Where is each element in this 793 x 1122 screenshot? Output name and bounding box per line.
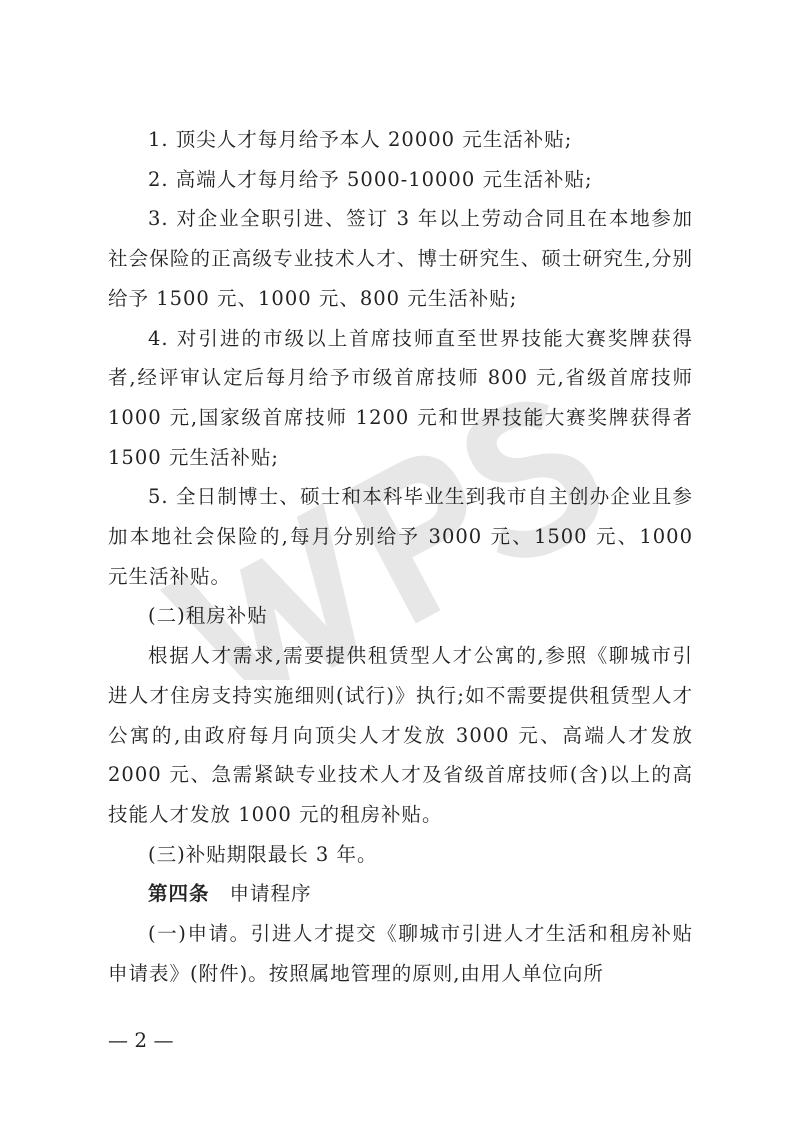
section-subsidy-period: (三)补贴期限最长 3 年。: [148, 842, 378, 866]
paragraph-application: (一)申请。引进人才提交《聊城市引进人才生活和租房补贴申请表》(附件)。按照属地管理的原则,由用人单位向所: [108, 922, 693, 985]
document-body: [108, 120, 693, 993]
article-title: 申请程序: [229, 882, 312, 906]
article-heading: [108, 874, 693, 914]
paragraph-item-4: 4. 对引进的市级以上首席技师直至世界技能大赛奖牌获得者,经评审认定后每月给予市级首席技师 800 元,省级首席技师 1000 元,国家级首席技师 1200 元和世界技能大赛奖牌获得者 1500 元生活补贴;: [108, 326, 693, 469]
page-number: — 2 —: [108, 1028, 174, 1052]
paragraph-rent-subsidy: 根据人才需求,需要提供租赁型人才公寓的,参照《聊城市引进人才住房支持实施细则(试行)》执行;如不需要提供租赁型人才公寓的,由政府每月向顶尖人才发放 3000 元、高端人才发放 2000 元、急需紧缺专业技术人才及省级首席技师(含)以上的高技能人才发放 1000 元的租房补贴。: [108, 644, 693, 826]
paragraph-item-5: 5. 全日制博士、硕士和本科毕业生到我市自主创办企业且参加本地社会保险的,每月分别给予 3000 元、1500 元、1000 元生活补贴。: [108, 485, 693, 588]
section-heading-rent-subsidy: (二)租房补贴: [148, 604, 268, 628]
article-label: 第四条: [148, 882, 210, 906]
paragraph-item-1: 1. 顶尖人才每月给予本人 20000 元生活补贴;: [148, 128, 573, 151]
paragraph-item-3: 3. 对企业全职引进、签订 3 年以上劳动合同且在本地参加社会保险的正高级专业技术人才、博士研究生、硕士研究生,分别给予 1500 元、1000 元、800 元生活补贴;: [108, 207, 693, 310]
paragraph-item-2: 2. 高端人才每月给予 5000-10000 元生活补贴;: [148, 167, 593, 191]
